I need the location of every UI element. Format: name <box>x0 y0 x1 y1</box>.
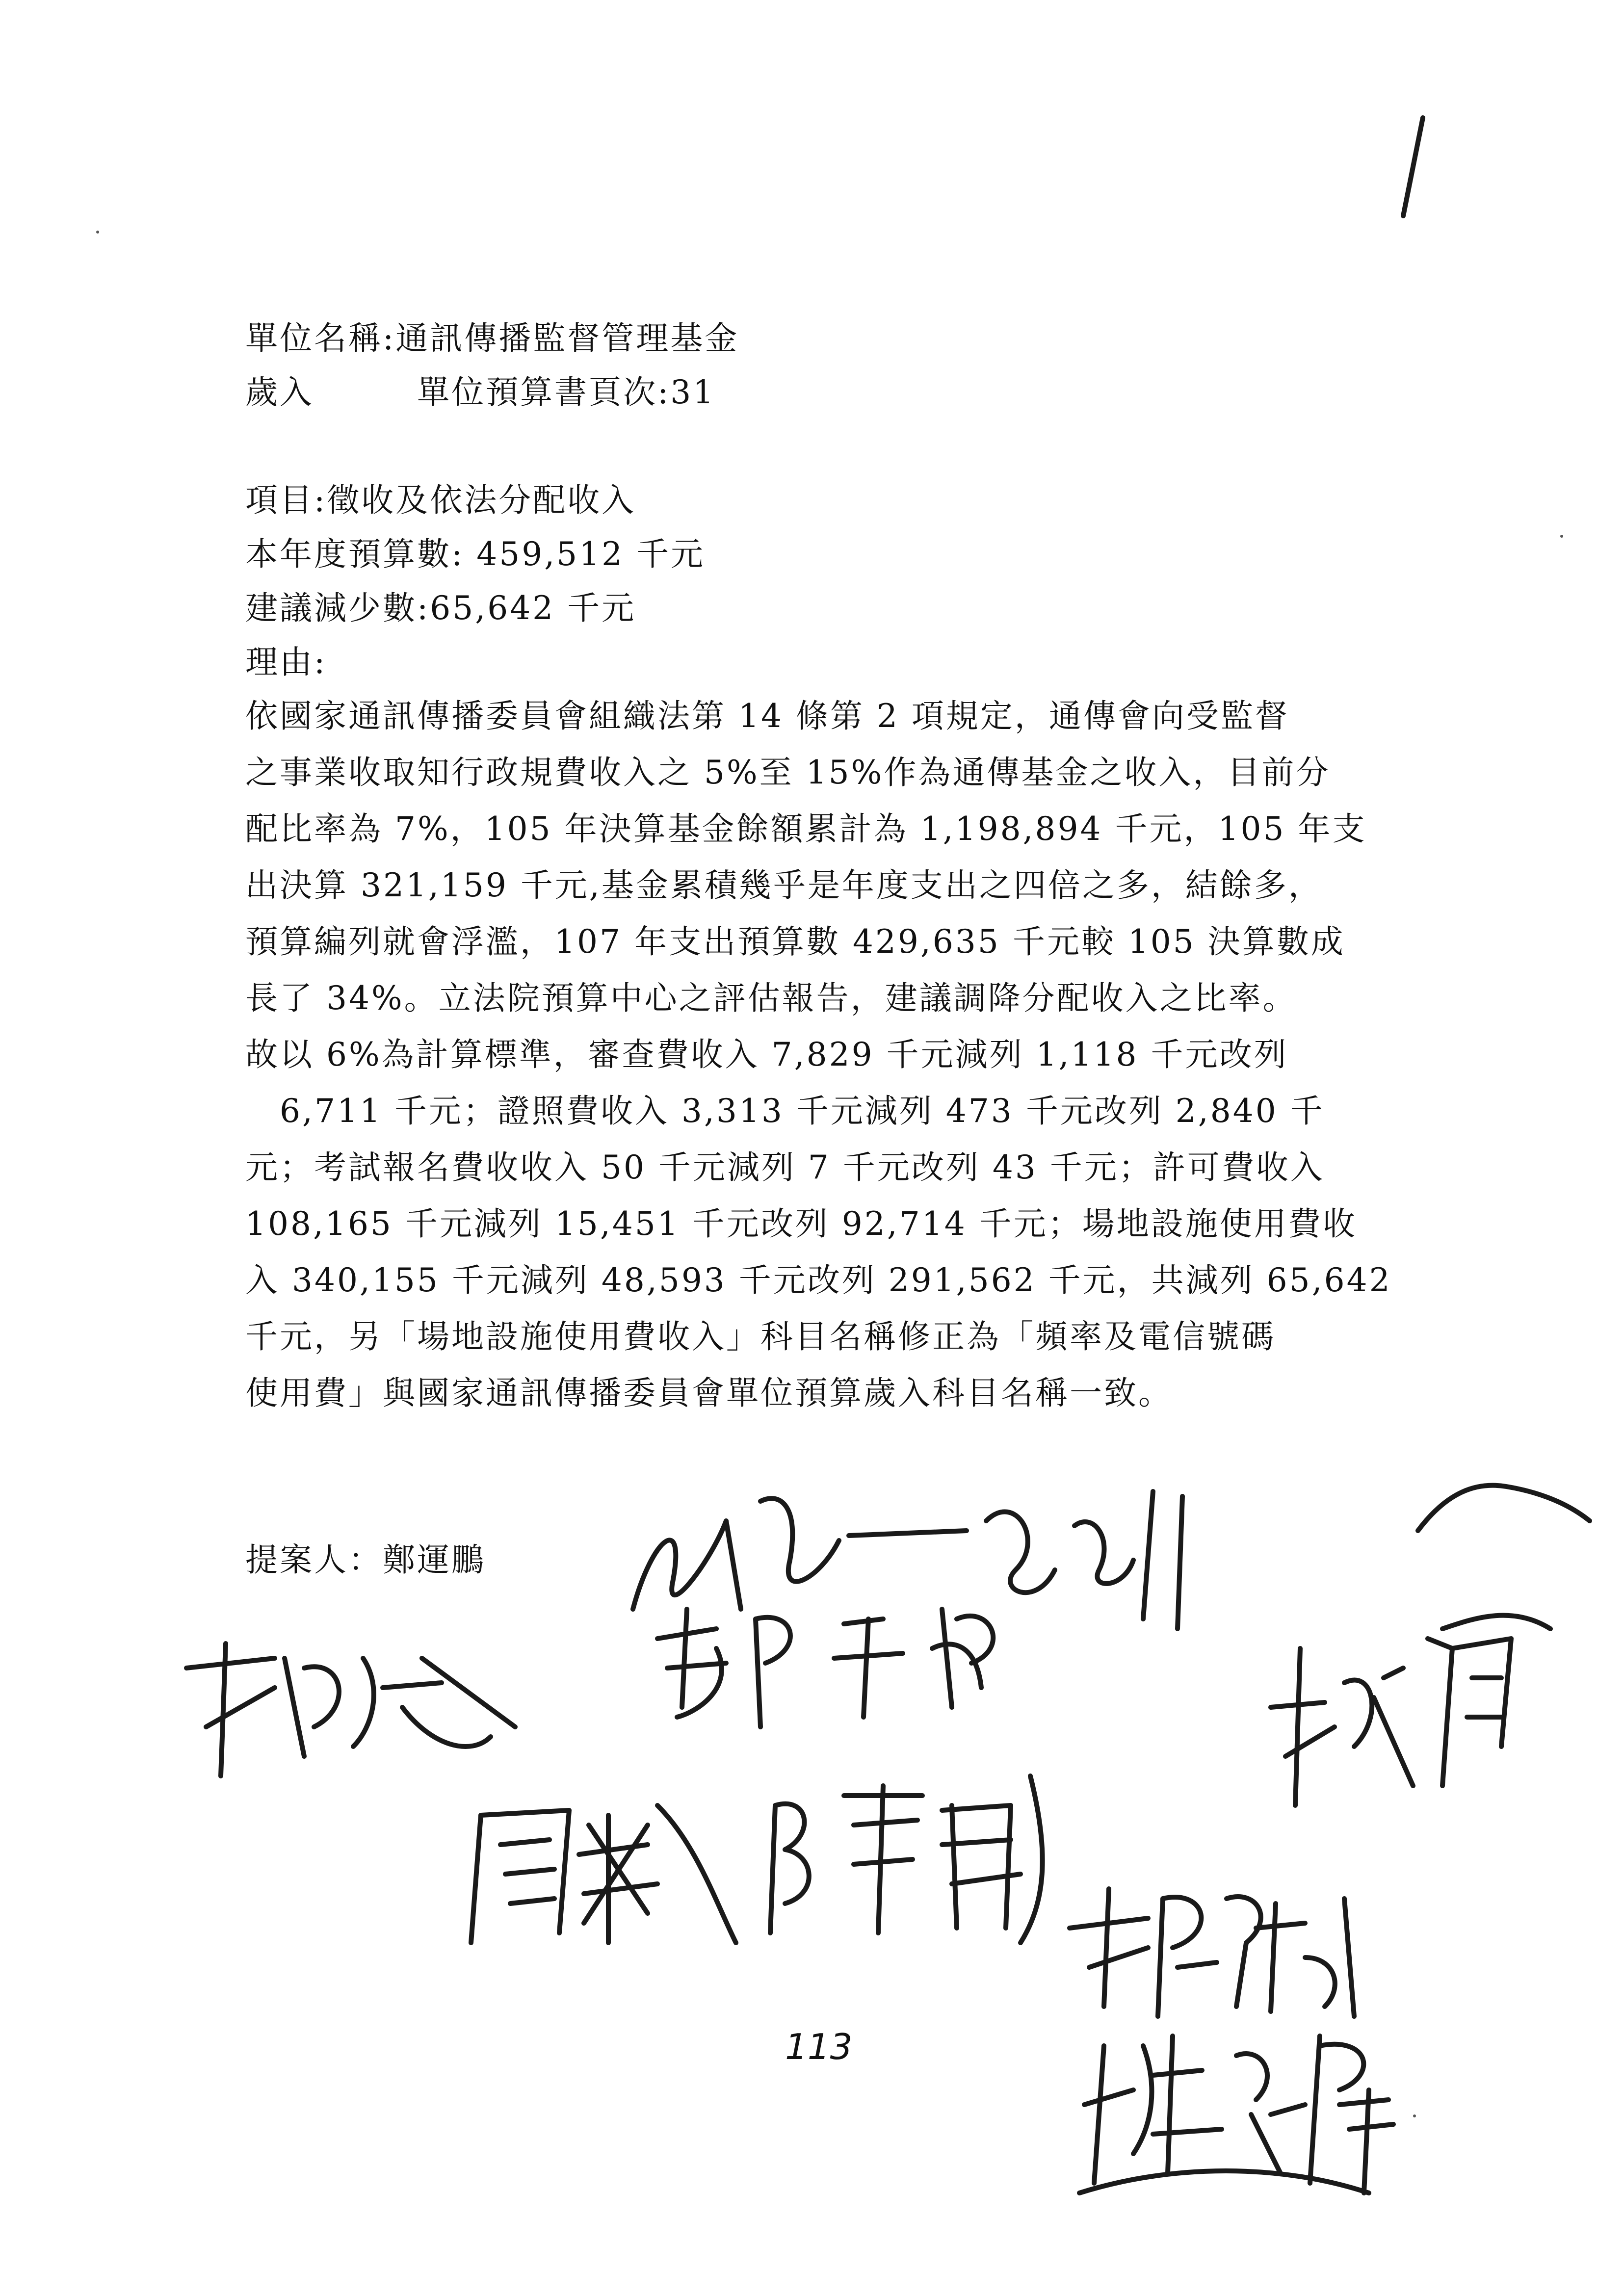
current-budget-line: 本年度預算數: 459,512 千元 <box>245 535 706 573</box>
unit-name-line: 單位名稱:通訊傳播監督管理基金 <box>245 319 739 357</box>
reason-line: 6,711 千元；證照費收入 3,313 千元減列 473 千元改列 2,840 千 <box>245 1092 1325 1130</box>
signature-zheng-baoqing <box>638 1590 1030 1737</box>
signature-chen-suyue <box>756 1766 1060 1953</box>
scan-speck <box>1413 2114 1416 2117</box>
reason-heading: 理由: <box>245 643 327 681</box>
reason-line: 千元，另「場地設施使用費收入」科目名稱修正為「頻率及電信號碼 <box>245 1318 1276 1356</box>
reason-line: 入 340,155 千元減列 48,593 千元改列 291,562 千元，共減列 65,642 <box>245 1261 1392 1299</box>
proposed-cut-line: 建議減少數:65,642 千元 <box>245 589 636 627</box>
handwritten-page-marker <box>1393 113 1433 221</box>
stray-pen-stroke <box>1408 1462 1595 1540</box>
signature-zhou-chunmi <box>461 1786 746 1962</box>
scan-speck <box>1560 535 1563 538</box>
reason-line: 故以 6%為計算標準，審查費收入 7,829 千元減列 1,118 千元改列 <box>245 1036 1288 1073</box>
signature-lin-junxian <box>177 1629 520 1791</box>
signature-wu-qiming <box>1256 1609 1560 1815</box>
reason-line: 之事業收取知行政規費收入之 5%至 15%作為通傳基金之收入，目前分 <box>245 754 1331 791</box>
reason-line: 配比率為 7%，105 年決算基金餘額累計為 1,198,894 千元，105 年支 <box>245 810 1367 848</box>
reason-line: 依國家通訊傳播委員會組織法第 14 條第 2 項規定，通傳會向受監督 <box>245 697 1289 735</box>
budget-page-line: 歲入 單位預算書頁次:31 <box>245 373 716 411</box>
reason-line: 108,165 千元減列 15,451 千元改列 92,714 千元；場地設施使用費收 <box>245 1205 1357 1243</box>
proposer-label: 提案人：鄭運鵬 <box>245 1541 486 1579</box>
signature-he-xinchun <box>1050 1869 1393 2026</box>
reason-line: 長了 34%。立法院預算中心之評估報告，建議調降分配收入之比率。 <box>245 979 1297 1017</box>
signature-shi-yifang <box>1074 2016 1408 2203</box>
bottom-page-number: 113 <box>785 2026 853 2067</box>
reason-line: 預算編列就會浮濫，107 年支出預算數 429,635 千元較 105 決算數成 <box>245 923 1345 961</box>
reason-line: 出決算 321,159 千元,基金累積幾乎是年度支出之四倍之多，結餘多， <box>245 866 1323 904</box>
scan-speck <box>96 231 99 234</box>
item-line: 項目:徵收及依法分配收入 <box>245 481 636 519</box>
reason-line: 元；考試報名費收收入 50 千元減列 7 千元改列 43 千元；許可費收入 <box>245 1148 1325 1186</box>
reason-line: 使用費」與國家通訊傳播委員會單位預算歲入科目名稱一致。 <box>245 1374 1173 1412</box>
